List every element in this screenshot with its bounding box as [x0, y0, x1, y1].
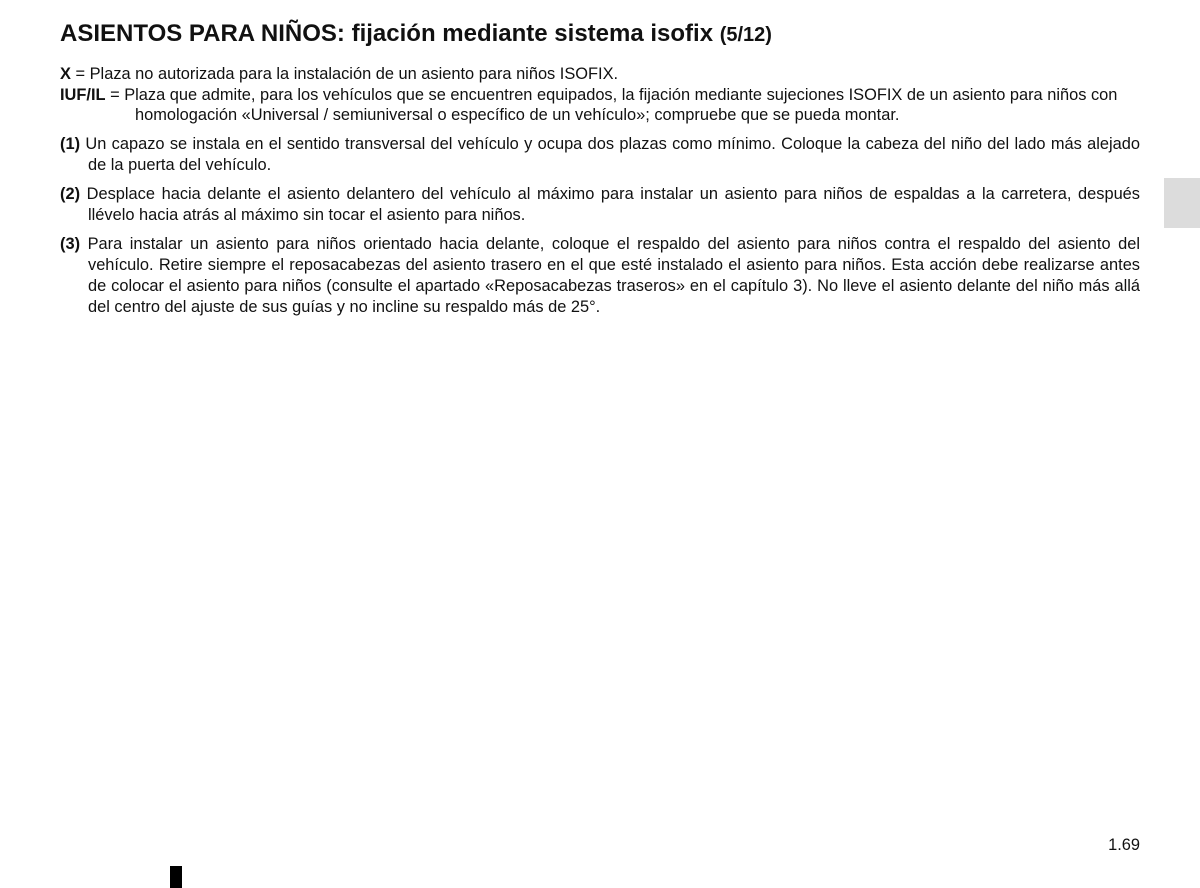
footnotes	[60, 134, 1140, 326]
page-title-text: ASIENTOS PARA NIÑOS: fijación mediante sistema isofix	[60, 20, 714, 47]
legend	[60, 64, 1140, 126]
legend-separator: =	[105, 85, 125, 104]
legend-separator: =	[70, 65, 90, 83]
legend-item-iuf-il	[60, 85, 1140, 126]
legend-key: X	[60, 65, 71, 83]
legend-text: Plaza que admite, para los vehículos que se encuentren equipados, la fijación mediante sujeciones ISOFIX de un asiento para niños con homologación «Universal / semiuniversal o específico de un vehículo»; compruebe que se pueda montar.	[124, 85, 1118, 124]
footnote-number: (1)	[60, 135, 81, 153]
legend-item-x	[60, 64, 1140, 85]
footnote-number: (2)	[60, 185, 81, 204]
legend-text: Plaza no autorizada para la instalación de un asiento para niños ISOFIX.	[89, 65, 619, 83]
footnote-text: Para instalar un asiento para niños orientado hacia delante, coloque el respaldo del asiento para niños contra el respaldo del asiento del vehículo. Retire siempre el reposacabezas del asiento trasero en el que esté instalado el asiento para niños. Esta acción debe realizarse antes de colocar el asiento para niños (consulte el apartado «Reposacabezas traseros» en el capítulo 3). No lleve el asiento delante del niño más allá del centro del ajuste de sus guías y no incline su respaldo más de 25°.	[87, 235, 1140, 316]
footnote-3	[60, 234, 1140, 317]
footnote-2	[60, 184, 1140, 226]
footnote-text: Desplace hacia delante el asiento delantero del vehículo al máximo para instalar un asiento para niños de espaldas a la carretera, después llévelo hacia atrás al máximo sin tocar el asiento para niños.	[86, 185, 1140, 224]
page-number: 1.69	[1108, 836, 1140, 854]
footnote-1	[60, 134, 1140, 176]
crop-mark	[170, 866, 182, 888]
page-part-indicator: (5/12)	[719, 24, 772, 46]
chapter-tab-marker	[1164, 178, 1200, 228]
footnote-number: (3)	[60, 235, 81, 254]
page-title	[60, 18, 772, 51]
footnote-text: Un capazo se instala en el sentido transversal del vehículo y ocupa dos plazas como mínimo. Coloque la cabeza del niño del lado más alejado de la puerta del vehículo.	[85, 135, 1140, 174]
legend-key: IUF/IL	[60, 85, 106, 104]
